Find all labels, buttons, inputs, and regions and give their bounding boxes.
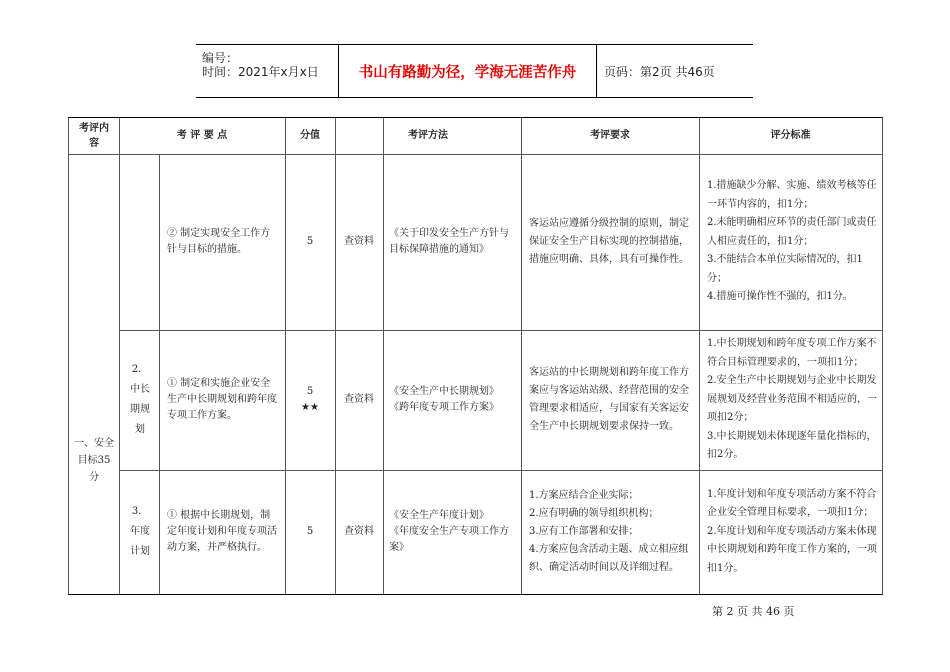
- evaluation-table: [68, 117, 883, 595]
- document-header: [196, 44, 753, 98]
- table-row-2-score-cell: [285, 330, 335, 470]
- table-row-2-method: 查资料: [344, 394, 374, 405]
- table-row-2-point: ① 制定和实施企业安全生产中长期规划和跨年度专项工作方案。: [167, 378, 277, 421]
- number-label: 编号：: [202, 51, 239, 65]
- header-content: 考评内容: [79, 123, 109, 149]
- table-row-1-requirement: 客运站应遵循分级控制的原则，制定保证安全生产目标实现的控制措施，措施应明确、具体，具有可操作性。: [529, 218, 689, 265]
- table-row-1-method: 查资料: [344, 236, 374, 247]
- page-footer: 第 2 页 共 46 页: [712, 605, 795, 618]
- table-row-3-material: 《安全生产年度计划》 《年度安全生产专项工作方案》: [389, 510, 509, 553]
- table-row-2-standard: 1.中长期规划和跨年度专项工作方案不符合目标管理要求的，一项扣1分； 2.安全生产中长期规划与企业中长期发展规划及经营业务范围不相适应的，一项扣2分； 3.中长期规划未体现逐年量化指标的，扣2分。: [707, 338, 877, 461]
- table-row-3-score: 5: [306, 526, 314, 537]
- table-row-2-sub: 2．中长期规划: [130, 364, 150, 435]
- table-row-2-requirement: 客运站的中长期规划和跨年度工作方案应与客运站站级、经营范围的安全管理要求相适应，与国家有关客运安全生产中长期规划要求保持一致。: [529, 367, 689, 432]
- table-row-3-requirement: 1.方案应结合企业实际； 2.应有明确的领导组织机构； 3.应有工作部署和安排； 4.方案应包含活动主题、成立相应组织、确定活动时间以及详细过程。: [529, 490, 689, 573]
- header-points: 考 评 要 点: [176, 130, 228, 141]
- header-requirement: 考评要求: [590, 130, 630, 141]
- table-row-2-material: 《安全生产中长期规划》 《跨年度专项工作方案》: [389, 386, 499, 413]
- table-row-1-material: 《关于印发安全生产方针与目标保障措施的通知》: [389, 228, 509, 255]
- header-standard: 评分标准: [770, 130, 811, 141]
- header-meta: [196, 45, 339, 97]
- time-label: 时间：2021年x月x日: [202, 65, 319, 79]
- table-row-3-method: 查资料: [344, 526, 374, 537]
- header-method: 考评方法: [408, 130, 448, 141]
- table-row-2-score: 5: [306, 386, 314, 397]
- header-motto: 书山有路勤为径，学海无涯苦作舟: [339, 45, 597, 97]
- table-row-1-standard: 1.措施缺少分解、实施、绩效考核等任一环节内容的，扣1分； 2.未能明确相应环节的责任部门或责任人相应责任的，扣1分； 3.不能结合本单位实际情况的，扣1分； 4.措施可操作性不强的，扣1分。: [707, 180, 877, 303]
- header-score: 分值: [300, 130, 320, 141]
- table-row-3-sub: 3．年度计划: [130, 506, 150, 557]
- table-row-3-point: ① 根据中长期规划，制定年度计划和年度专项活动方案，并严格执行。: [167, 510, 277, 553]
- table-row-1-score: 5: [306, 236, 314, 247]
- table-row-1-point: ② 制定实现安全工作方针与目标的措施。: [167, 228, 271, 255]
- star-rating-icon: ★★: [301, 402, 319, 413]
- table-row-3-standard: 1.年度计划和年度专项活动方案不符合企业安全管理目标要求，一项扣1分； 2.年度计划和年度专项活动方案未体现中长期规划和跨年度工作方案的，一项扣1分。: [707, 488, 877, 574]
- header-page-label: 页码：第2页 共46页: [604, 64, 715, 79]
- category-cell: 一、安全目标35分: [74, 437, 114, 483]
